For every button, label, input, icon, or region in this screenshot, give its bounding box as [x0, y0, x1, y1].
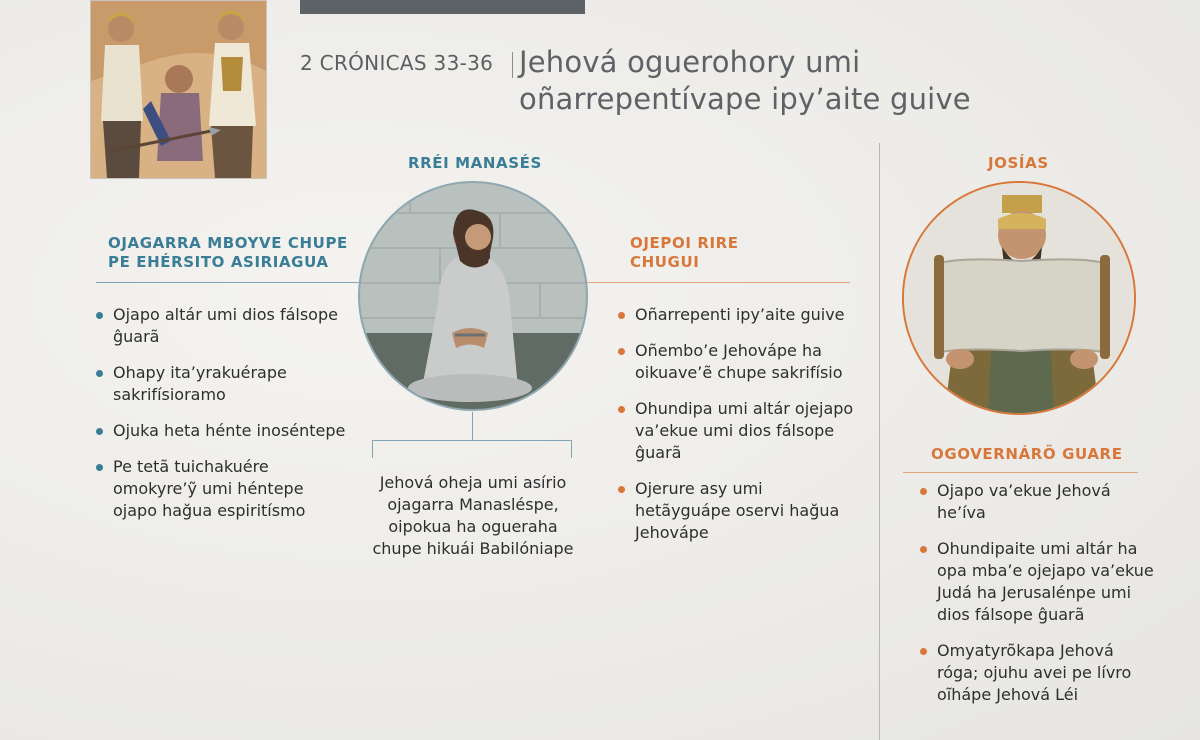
before-list [96, 304, 346, 536]
josias-title: JOSÍAS [988, 154, 1049, 172]
list-item: Oñembo’e Jehovápe ha oikuave’ẽ chupe sakrifísio [618, 340, 858, 384]
reference-separator [512, 52, 513, 78]
list-item: Ojuka heta hénte inoséntepe [96, 420, 346, 442]
before-title-line-2: PE EHÉRSITO ASIRIAGUA [108, 253, 329, 271]
headline-line-1: Jehová oguerohory umi [519, 45, 861, 79]
list-item: Ohundipa umi altár ojejapo va’ekue umi dios fálsope ĝuarã [618, 398, 858, 464]
bullet-dot [920, 648, 927, 655]
josias-subtitle: OGOVERNÁRÕ GUARE [931, 445, 1123, 463]
after-title [630, 234, 739, 272]
list-item: Pe tetã tuichakuére omokyre’ỹ umi héntepe ojapo hağua espiritísmo [96, 456, 346, 522]
after-divider [586, 282, 850, 283]
connector-horizontal [372, 440, 572, 441]
josias-portrait [902, 181, 1136, 415]
bullet-dot [618, 486, 625, 493]
before-title-line-1: OJAGARRA MBOYVE CHUPE [108, 234, 348, 252]
after-list [618, 304, 858, 558]
connector-vertical [472, 412, 473, 440]
after-title-line-1: OJEPOI RIRE [630, 234, 739, 252]
manases-portrait [358, 181, 588, 411]
bullet-dot [96, 464, 103, 471]
list-item: Ojapo va’ekue Jehová he’íva [920, 480, 1160, 524]
before-divider [96, 282, 360, 283]
list-item: Ohundipaite umi altár ha opa mba’e ojejapo va’ekue Judá ha Jerusalénpe umi dios fálsope ĝuarã [920, 538, 1160, 626]
bullet-dot [618, 348, 625, 355]
bullet-dot [618, 312, 625, 319]
list-item: Ohapy ita’yrakuérape sakrifísioramo [96, 362, 346, 406]
bullet-dot [96, 428, 103, 435]
section-divider [879, 143, 880, 740]
list-item: Oñarrepenti ipy’aite guive [618, 304, 858, 326]
before-title [108, 234, 348, 272]
list-item: Ojapo altár umi dios fálsope ĝuarã [96, 304, 346, 348]
scene-illustration [90, 0, 267, 179]
josias-divider [903, 472, 1138, 473]
bullet-dot [920, 488, 927, 495]
bullet-dot [618, 406, 625, 413]
page-headline [519, 44, 1019, 118]
bullet-dot [920, 546, 927, 553]
list-item: Omyatyrõkapa Jehová róga; ojuhu avei pe lívro oĩhápe Jehová Léi [920, 640, 1160, 706]
bullet-dot [96, 370, 103, 377]
headline-line-2: oñarrepentívape ipy’aite guive [519, 82, 971, 116]
list-item: Ojerure asy umi hetãyguápe oservi hağua Jehovápe [618, 478, 858, 544]
after-title-line-2: CHUGUI [630, 253, 700, 271]
josias-list [920, 480, 1160, 720]
manases-title: RRÉI MANASÉS [408, 154, 542, 172]
scripture-reference: 2 CRÓNICAS 33-36 [300, 51, 494, 75]
header-bar [300, 0, 585, 14]
bullet-dot [96, 312, 103, 319]
manases-captivity-text: Jehová oheja umi asírio ojagarra Manasléspe, oipokua ha ogueraha chupe hikuái Babilóniape [372, 473, 574, 558]
connector-right-tick [571, 440, 572, 458]
connector-left-tick [372, 440, 373, 458]
